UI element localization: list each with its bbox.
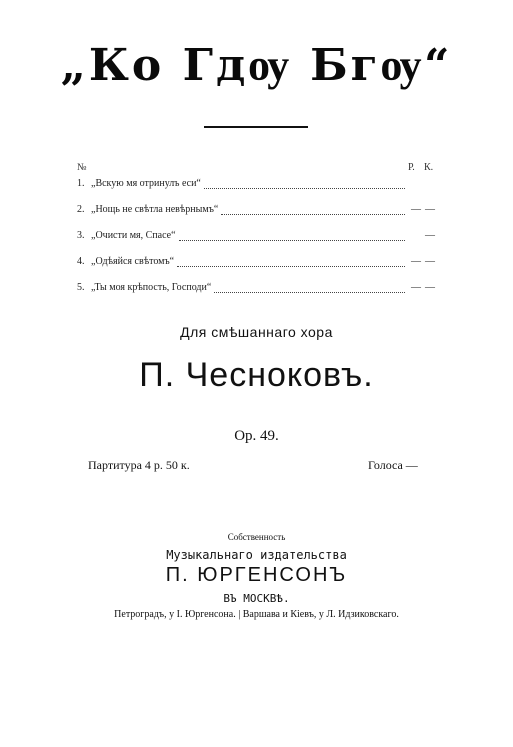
item-title: „Очисти мя, Спасе“ [91, 230, 176, 241]
item-price-p: — [411, 204, 421, 215]
list-item [77, 256, 437, 270]
leader-dots [179, 239, 405, 241]
list-item [77, 282, 437, 296]
leader-dots [204, 187, 405, 189]
score-price: Партитура 4 р. 50 к. [88, 458, 190, 472]
header-number: № [77, 162, 87, 173]
property-label: Собственность [227, 532, 286, 542]
leader-dots [177, 265, 405, 267]
publisher-name: П. ЮРГЕНСОНЪ [165, 564, 348, 586]
item-title: „Одѣяйся свѣтомъ“ [91, 256, 175, 267]
item-title: „Вскую мя отринулъ еси“ [91, 178, 201, 189]
page-title: „Ко Гдѹ Бгѹ“ [60, 40, 453, 91]
header-p: Р. [408, 162, 415, 173]
item-price-k: — [425, 256, 435, 267]
list-item [77, 204, 437, 218]
item-number: 2. [77, 204, 85, 215]
item-number: 1. [77, 178, 85, 189]
publisher-branches: Петроградъ, у І. Юргенсона. | Варшава и Кіевъ, у Л. Идзиковскаго. [114, 609, 399, 620]
leader-dots [221, 213, 405, 215]
item-number: 3. [77, 230, 85, 241]
item-price-p: — [411, 256, 421, 267]
composer-name: П. Чесноковъ. [139, 356, 374, 394]
leader-dots [214, 291, 405, 293]
publisher-city: ВЪ МОСКВѢ. [223, 592, 290, 605]
list-item [77, 230, 437, 244]
header-k: К. [424, 162, 434, 173]
voices-price: Голоса — [368, 458, 418, 472]
list-item [77, 178, 437, 192]
scoring-note: Для смѣшаннаго хора [180, 324, 333, 340]
item-number: 5. [77, 282, 85, 293]
item-price-p: — [411, 282, 421, 293]
item-price-k: — [425, 204, 435, 215]
opus-number: Ор. 49. [234, 428, 279, 444]
item-title: „Нощь не свѣтла невѣрнымъ“ [91, 204, 219, 215]
item-price-k: — [425, 230, 435, 241]
title-divider [204, 126, 308, 128]
item-title: „Ты моя крѣпость, Господи“ [91, 282, 212, 293]
item-number: 4. [77, 256, 85, 267]
publisher-line: Музыкальнаго издательства [166, 548, 347, 562]
item-price-k: — [425, 282, 435, 293]
